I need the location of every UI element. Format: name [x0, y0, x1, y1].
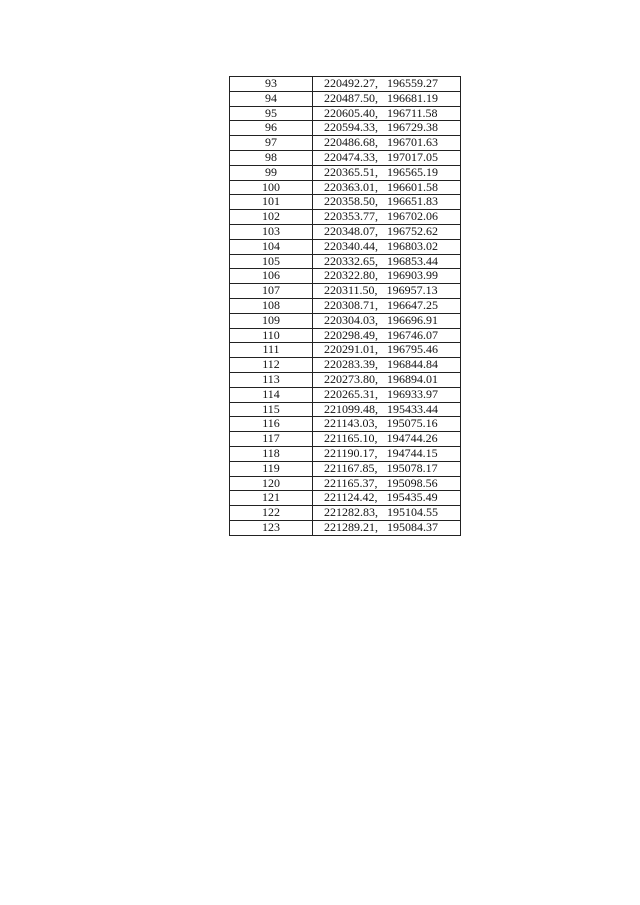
table-row	[230, 91, 461, 106]
coordinates-cell	[313, 313, 461, 328]
x-coordinate: 220340.44,	[324, 238, 378, 253]
x-coordinate: 220594.33,	[324, 120, 378, 135]
y-coordinate: 196565.19	[387, 164, 438, 179]
coordinates-cell	[313, 284, 461, 299]
y-coordinate: 196601.58	[387, 179, 438, 194]
coordinates-cell	[313, 106, 461, 121]
y-coordinate: 196651.83	[387, 194, 438, 209]
coordinates-cell	[313, 180, 461, 195]
table-row	[230, 269, 461, 284]
x-coordinate: 220273.80,	[324, 371, 378, 386]
table-row	[230, 313, 461, 328]
y-coordinate: 195104.55	[387, 505, 438, 520]
point-number-cell: 106	[230, 269, 313, 284]
coordinates-cell	[313, 77, 461, 92]
point-number-cell: 93	[230, 77, 313, 92]
x-coordinate: 220492.27,	[324, 76, 378, 90]
coordinates-cell	[313, 136, 461, 151]
point-number-cell: 104	[230, 239, 313, 254]
y-coordinate: 196681.19	[387, 90, 438, 105]
y-coordinate: 194744.26	[386, 431, 438, 446]
y-coordinate: 196933.97	[387, 386, 438, 401]
x-coordinate: 221165.10,	[324, 431, 378, 446]
coordinates-cell	[313, 417, 461, 432]
coordinates-cell	[313, 224, 461, 239]
table-row	[230, 195, 461, 210]
coordinates-cell	[313, 461, 461, 476]
x-coordinate: 220486.68,	[324, 135, 378, 150]
x-coordinate: 220308.71,	[324, 297, 378, 312]
x-coordinate: 220353.77,	[324, 209, 378, 224]
table-row	[230, 387, 461, 402]
table-row	[230, 121, 461, 136]
point-number-cell: 113	[230, 372, 313, 387]
table-row	[230, 239, 461, 254]
x-coordinate: 221124.42,	[324, 490, 378, 505]
x-coordinate: 221165.37,	[324, 475, 378, 490]
y-coordinate: 195435.49	[386, 490, 438, 505]
x-coordinate: 220322.80,	[324, 268, 378, 283]
y-coordinate: 197017.05	[387, 149, 438, 164]
y-coordinate: 196752.62	[387, 223, 438, 238]
table-row	[230, 402, 461, 417]
x-coordinate: 220358.50,	[324, 194, 378, 209]
coordinates-cell	[313, 269, 461, 284]
point-number-cell: 120	[230, 476, 313, 491]
coordinates-cell	[313, 372, 461, 387]
x-coordinate: 220332.65,	[324, 253, 378, 268]
y-coordinate: 196803.02	[387, 238, 438, 253]
table-row	[230, 284, 461, 299]
point-number-cell: 122	[230, 506, 313, 521]
table-row	[230, 506, 461, 521]
x-coordinate: 221143.03,	[324, 416, 378, 431]
table-row	[230, 446, 461, 461]
coordinates-cell	[313, 254, 461, 269]
point-number-cell: 105	[230, 254, 313, 269]
point-number-cell: 117	[230, 432, 313, 447]
point-number-cell: 107	[230, 284, 313, 299]
table-row	[230, 254, 461, 269]
table-row	[230, 298, 461, 313]
coordinates-cell	[313, 402, 461, 417]
point-number-cell: 102	[230, 210, 313, 225]
point-number-cell: 119	[230, 461, 313, 476]
y-coordinate: 196957.13	[386, 283, 438, 298]
point-number-cell: 111	[230, 343, 313, 358]
table-row	[230, 180, 461, 195]
x-coordinate: 220605.40,	[324, 105, 378, 120]
coordinates-cell	[313, 210, 461, 225]
table-row	[230, 150, 461, 165]
x-coordinate: 220291.01,	[324, 342, 378, 357]
table-row	[230, 136, 461, 151]
table-row	[230, 491, 461, 506]
y-coordinate: 195098.56	[386, 475, 438, 490]
y-coordinate: 196559.27	[387, 76, 438, 90]
y-coordinate: 196844.84	[387, 357, 438, 372]
x-coordinate: 220348.07,	[324, 223, 378, 238]
y-coordinate: 196853.44	[387, 253, 438, 268]
table-row	[230, 210, 461, 225]
y-coordinate: 196795.46	[387, 342, 438, 357]
point-number-cell: 96	[230, 121, 313, 136]
x-coordinate: 220474.33,	[324, 149, 378, 164]
x-coordinate: 220298.49,	[324, 327, 378, 342]
table-row	[230, 358, 461, 373]
x-coordinate: 220283.39,	[324, 357, 378, 372]
coordinates-table	[229, 76, 461, 536]
coordinates-cell	[313, 121, 461, 136]
coordinates-cell	[313, 328, 461, 343]
point-number-cell: 108	[230, 298, 313, 313]
x-coordinate: 221167.85,	[324, 460, 378, 475]
x-coordinate: 221099.48,	[324, 401, 378, 416]
coordinates-cell	[313, 343, 461, 358]
table-row	[230, 77, 461, 92]
table-row	[230, 372, 461, 387]
point-number-cell: 116	[230, 417, 313, 432]
coordinates-cell	[313, 165, 461, 180]
y-coordinate: 195433.44	[387, 401, 438, 416]
coordinates-cell	[313, 150, 461, 165]
table-row	[230, 343, 461, 358]
coordinates-cell	[313, 239, 461, 254]
table-row	[230, 106, 461, 121]
coordinates-cell	[313, 432, 461, 447]
point-number-cell: 98	[230, 150, 313, 165]
x-coordinate: 220487.50,	[324, 90, 378, 105]
x-coordinate: 220365.51,	[324, 164, 378, 179]
table-row	[230, 476, 461, 491]
point-number-cell: 100	[230, 180, 313, 195]
y-coordinate: 195084.37	[387, 519, 438, 534]
coordinates-cell	[313, 387, 461, 402]
point-number-cell: 110	[230, 328, 313, 343]
y-coordinate: 196701.63	[387, 135, 438, 150]
table-row	[230, 520, 461, 535]
y-coordinate: 194744.15	[386, 445, 438, 460]
x-coordinate: 220311.50,	[324, 283, 378, 298]
coordinates-cell	[313, 491, 461, 506]
y-coordinate: 196696.91	[387, 312, 438, 327]
y-coordinate: 196894.01	[387, 371, 438, 386]
coordinates-cell	[313, 358, 461, 373]
coordinates-cell	[313, 476, 461, 491]
point-number-cell: 99	[230, 165, 313, 180]
coordinates-table-body	[230, 77, 461, 536]
y-coordinate: 196746.07	[387, 327, 438, 342]
table-row	[230, 417, 461, 432]
y-coordinate: 195078.17	[386, 460, 438, 475]
point-number-cell: 94	[230, 91, 313, 106]
point-number-cell: 115	[230, 402, 313, 417]
coordinates-cell	[313, 195, 461, 210]
coordinates-cell	[313, 506, 461, 521]
point-number-cell: 95	[230, 106, 313, 121]
x-coordinate: 220265.31,	[324, 386, 378, 401]
table-row	[230, 461, 461, 476]
y-coordinate: 196729.38	[387, 120, 438, 135]
point-number-cell: 103	[230, 224, 313, 239]
x-coordinate: 221289.21,	[324, 519, 378, 534]
point-number-cell: 118	[230, 446, 313, 461]
point-number-cell: 121	[230, 491, 313, 506]
coordinates-cell	[313, 91, 461, 106]
table-row	[230, 432, 461, 447]
y-coordinate: 196903.99	[387, 268, 438, 283]
table-row	[230, 328, 461, 343]
point-number-cell: 101	[230, 195, 313, 210]
point-number-cell: 109	[230, 313, 313, 328]
point-number-cell: 123	[230, 520, 313, 535]
point-number-cell: 112	[230, 358, 313, 373]
coordinates-cell	[313, 520, 461, 535]
coordinates-cell	[313, 446, 461, 461]
x-coordinate: 221190.17,	[324, 445, 378, 460]
coordinates-cell	[313, 298, 461, 313]
y-coordinate: 195075.16	[386, 416, 438, 431]
y-coordinate: 196647.25	[387, 297, 438, 312]
x-coordinate: 221282.83,	[324, 505, 378, 520]
y-coordinate: 196702.06	[387, 209, 438, 224]
x-coordinate: 220304.03,	[324, 312, 378, 327]
y-coordinate: 196711.58	[387, 105, 438, 120]
x-coordinate: 220363.01,	[324, 179, 378, 194]
table-row	[230, 224, 461, 239]
point-number-cell: 97	[230, 136, 313, 151]
table-row	[230, 165, 461, 180]
point-number-cell: 114	[230, 387, 313, 402]
